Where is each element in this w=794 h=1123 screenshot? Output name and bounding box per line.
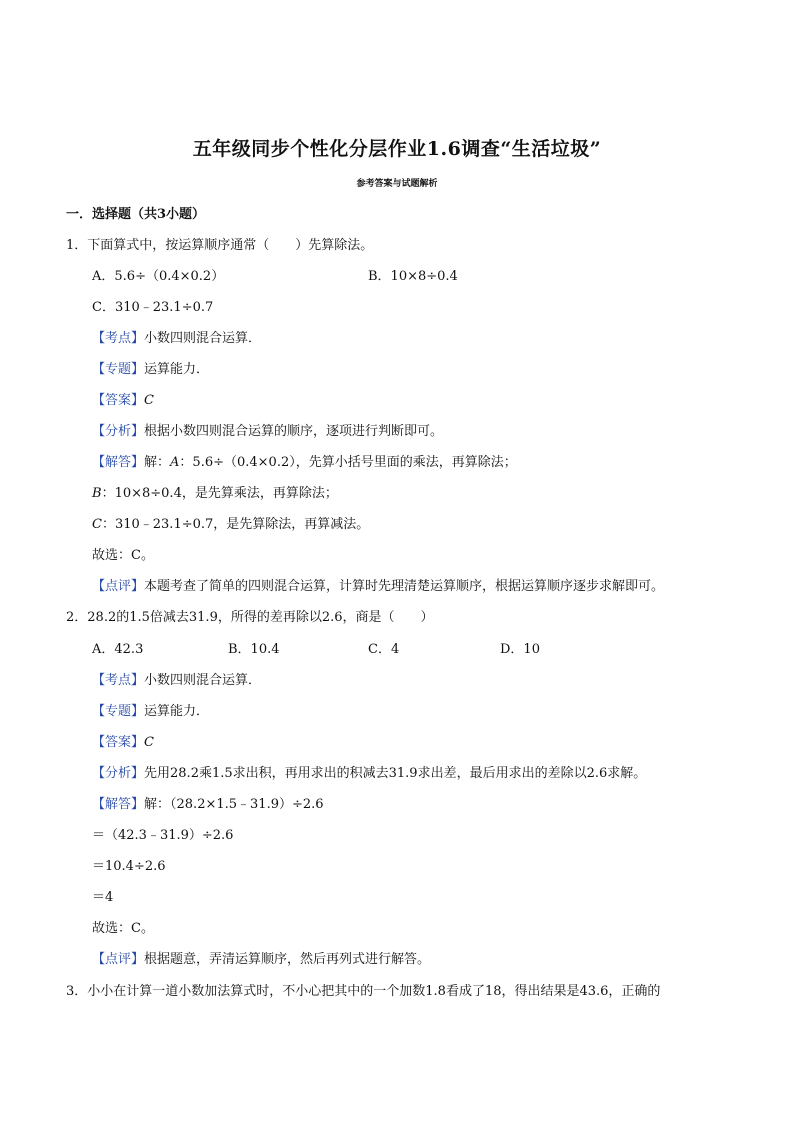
- q1-jieda-c: ：310﹣23.1÷0.7，是先算除法，再算减法。: [101, 517, 370, 532]
- q2-fenxi: [92, 765, 646, 783]
- q1-zhuanti-text: 运算能力．: [144, 362, 210, 377]
- q2-kaodian: [92, 672, 261, 690]
- q2-option-b: B．10.4: [228, 642, 280, 657]
- q2-kaodian-tag: 【考点】: [92, 673, 145, 688]
- q1-dianping-tag: 【点评】: [92, 579, 145, 594]
- q1-jieda-pre: 解：: [144, 455, 171, 470]
- q2-fenxi-tag: 【分析】: [92, 766, 145, 781]
- q2-daan-text: C: [144, 735, 154, 750]
- page-title: 五年级同步个性化分层作业1.6调查“生活垃圾”: [192, 138, 602, 160]
- q2-guxuan: 故选：C。: [92, 921, 154, 936]
- q1-jieda-b-line: [92, 485, 338, 503]
- q1-kaodian: [92, 330, 261, 348]
- q2-jieda: [92, 796, 324, 814]
- q2-dianping-text: 根据题意，弄清运算顺序，然后再列式进行解答。: [144, 952, 431, 967]
- q1-daan-tag: 【答案】: [92, 393, 145, 408]
- q1-option-a: A．5.6÷（0.4×0.2）: [92, 269, 225, 284]
- q1-jieda-c-line: [92, 516, 369, 534]
- q2-daan-tag: 【答案】: [92, 735, 145, 750]
- q2-option-a: A．42.3: [92, 642, 144, 657]
- page-subtitle: 参考答案与试题解析: [356, 179, 438, 189]
- q1-daan: [92, 392, 154, 410]
- q1-fenxi: [92, 423, 443, 441]
- q1-dianping-text: 本题考查了简单的四则混合运算，计算时先理清楚运算顺序，根据运算顺序逐步求解即可。: [144, 579, 665, 594]
- q2-dianping: [92, 951, 430, 969]
- q2-zhuanti: [92, 703, 209, 721]
- q1-jieda-tag: 【解答】: [92, 455, 145, 470]
- q1-zhuanti: [92, 361, 209, 379]
- q1-jieda-c-letter: C: [92, 517, 102, 532]
- q1-guxuan: 故选：C。: [92, 548, 154, 563]
- q2-dianping-tag: 【点评】: [92, 952, 145, 967]
- q2-zhuanti-tag: 【专题】: [92, 704, 145, 719]
- q2-kaodian-text: 小数四则混合运算．: [144, 673, 262, 688]
- q2-zhuanti-text: 运算能力．: [144, 704, 210, 719]
- q1-dianping: [92, 578, 664, 596]
- q2-jieda-tag: 【解答】: [92, 797, 145, 812]
- q1-fenxi-tag: 【分析】: [92, 424, 145, 439]
- q1-fenxi-text: 根据小数四则混合运算的顺序，逐项进行判断即可。: [144, 424, 444, 439]
- q1-jieda-b: ：10×8÷0.4，是先算乘法，再算除法；: [101, 486, 338, 501]
- q1-jieda-a-letter: A: [170, 455, 180, 470]
- q2-option-d: D．10: [500, 642, 540, 657]
- q1-jieda-a: ：5.6÷（0.4×0.2），先算小括号里面的乘法，再算除法；: [179, 455, 517, 470]
- q1-zhuanti-tag: 【专题】: [92, 362, 145, 377]
- section-heading: 一．选择题（共3小题）: [66, 207, 206, 222]
- q3-stem: 3．小小在计算一道小数加法算式时，不小心把其中的一个加数1.8看成了18，得出结果是43.6，正确的: [66, 984, 661, 999]
- q2-fenxi-text: 先用28.2乘1.5求出积，再用求出的积减去31.9求出差，最后用求出的差除以2.6求解。: [144, 766, 647, 781]
- q2-step-3: ＝4: [92, 890, 114, 905]
- q1-jieda-b-letter: B: [92, 486, 102, 501]
- q2-step-2: ＝10.4÷2.6: [92, 859, 166, 874]
- q1-jieda: [92, 454, 517, 472]
- q2-jieda-text: 解：（28.2×1.5﹣31.9）÷2.6: [144, 797, 324, 812]
- q1-kaodian-tag: 【考点】: [92, 331, 145, 346]
- q1-option-b: B．10×8÷0.4: [368, 269, 458, 284]
- q1-kaodian-text: 小数四则混合运算．: [144, 331, 262, 346]
- q2-stem: 2．28.2的1.5倍减去31.9，所得的差再除以2.6，商是（ ）: [66, 610, 434, 625]
- q2-option-c: C．4: [368, 642, 400, 657]
- q2-step-1: ＝（42.3﹣31.9）÷2.6: [92, 828, 234, 843]
- q2-daan: [92, 734, 154, 752]
- q1-daan-text: C: [144, 393, 154, 408]
- q1-option-c: C．310﹣23.1÷0.7: [92, 300, 214, 315]
- q1-stem: 1．下面算式中，按运算顺序通常（ ）先算除法。: [66, 238, 374, 253]
